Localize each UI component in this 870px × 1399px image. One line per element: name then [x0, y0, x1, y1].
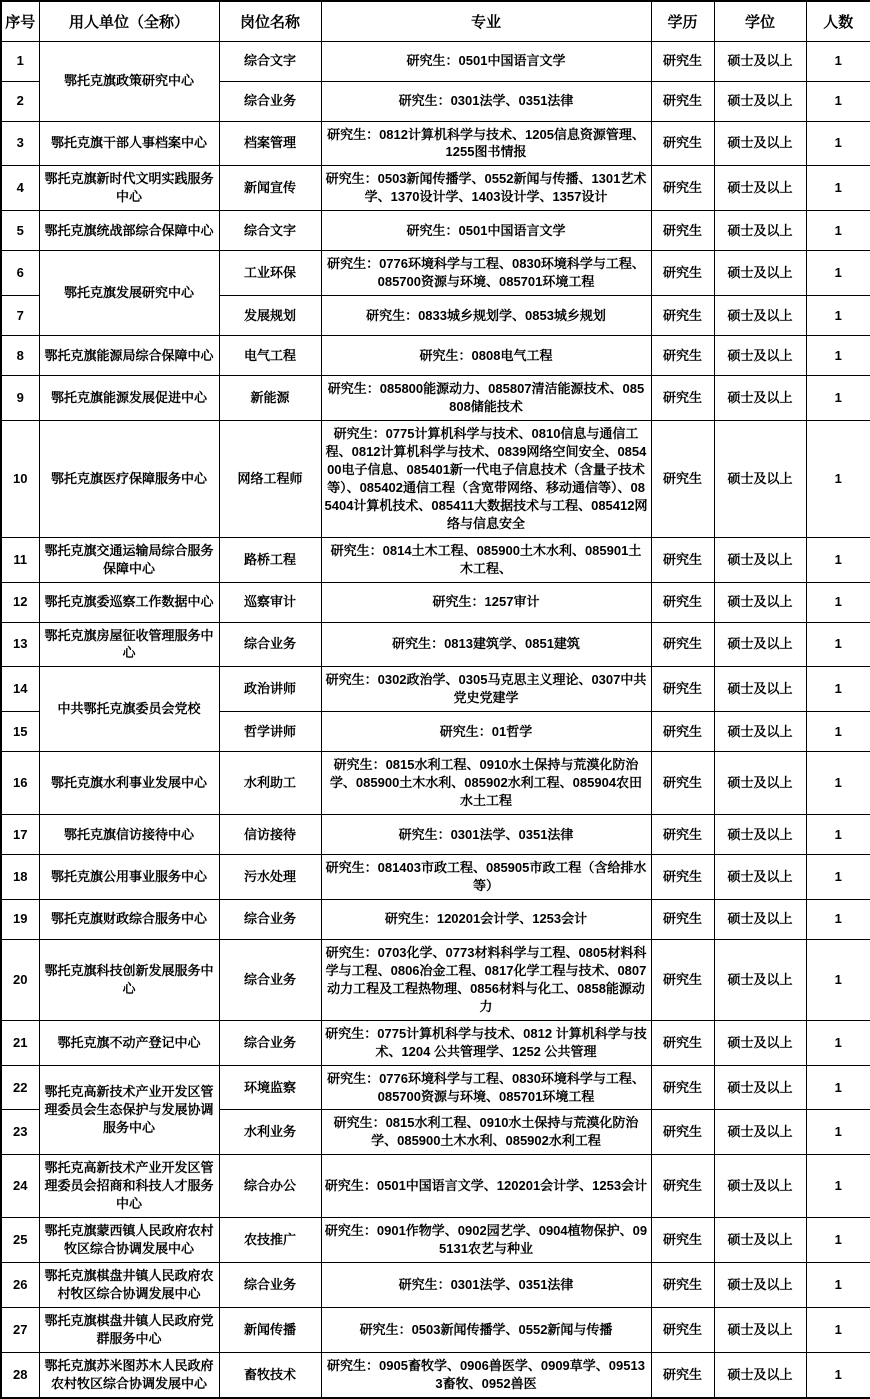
cell-degree: 硕士及以上 — [714, 121, 806, 166]
cell-degree: 硕士及以上 — [714, 1110, 806, 1155]
cell-education: 研究生 — [651, 537, 714, 582]
cell-count: 1 — [806, 537, 870, 582]
cell-position: 新能源 — [219, 376, 321, 421]
cell-degree: 硕士及以上 — [714, 81, 806, 121]
table-row — [1, 1065, 870, 1110]
table-row — [1, 1020, 870, 1065]
cell-position: 电气工程 — [219, 336, 321, 376]
cell-education: 研究生 — [651, 899, 714, 939]
cell-major: 研究生：0503新闻传播学、0552新闻与传播 — [321, 1307, 651, 1352]
table-row — [1, 1263, 870, 1308]
cell-position: 水利助工 — [219, 752, 321, 815]
cell-major: 研究生：0503新闻传播学、0552新闻与传播、1301艺术学、1370设计学、1403设计学、1357设计 — [321, 166, 651, 211]
cell-degree: 硕士及以上 — [714, 376, 806, 421]
cell-education: 研究生 — [651, 855, 714, 900]
cell-position: 路桥工程 — [219, 537, 321, 582]
column-header-employer: 用人单位（全称） — [39, 1, 219, 41]
cell-education: 研究生 — [651, 211, 714, 251]
table-row — [1, 582, 870, 622]
column-header-position: 岗位名称 — [219, 1, 321, 41]
cell-employer: 鄂托克旗科技创新发展服务中心 — [39, 939, 219, 1020]
cell-count: 1 — [806, 667, 870, 712]
cell-education: 研究生 — [651, 1352, 714, 1397]
cell-no: 22 — [1, 1065, 39, 1110]
cell-education: 研究生 — [651, 752, 714, 815]
cell-education: 研究生 — [651, 1110, 714, 1155]
cell-major: 研究生：0302政治学、0305马克思主义理论、0307中共党史党建学 — [321, 667, 651, 712]
cell-count: 1 — [806, 41, 870, 81]
cell-employer: 鄂托克旗医疗保障服务中心 — [39, 421, 219, 538]
cell-education: 研究生 — [651, 1218, 714, 1263]
column-header-no: 序号 — [1, 1, 39, 41]
cell-employer: 鄂托克旗房屋征收管理服务中心 — [39, 622, 219, 667]
table-row — [1, 251, 870, 296]
cell-degree: 硕士及以上 — [714, 296, 806, 336]
cell-education: 研究生 — [651, 622, 714, 667]
cell-major: 研究生：0501中国语言文学 — [321, 211, 651, 251]
cell-position: 综合业务 — [219, 1263, 321, 1308]
cell-degree: 硕士及以上 — [714, 622, 806, 667]
cell-position: 发展规划 — [219, 296, 321, 336]
cell-degree: 硕士及以上 — [714, 855, 806, 900]
cell-degree: 硕士及以上 — [714, 899, 806, 939]
cell-no: 15 — [1, 712, 39, 752]
cell-major: 研究生：0901作物学、0902园艺学、0904植物保护、095131农艺与种业 — [321, 1218, 651, 1263]
table-row — [1, 622, 870, 667]
cell-employer: 鄂托克旗发展研究中心 — [39, 251, 219, 336]
table-row — [1, 899, 870, 939]
cell-no: 27 — [1, 1307, 39, 1352]
cell-major: 研究生：085800能源动力、085807清洁能源技术、085808储能技术 — [321, 376, 651, 421]
cell-employer: 鄂托克旗棋盘井镇人民政府农村牧区综合协调发展中心 — [39, 1263, 219, 1308]
cell-major: 研究生：0815水利工程、0910水土保持与荒漠化防治学、085900土木水利、085902水利工程 — [321, 1110, 651, 1155]
cell-major: 研究生：0776环境科学与工程、0830环境科学与工程、085700资源与环境、085701环境工程 — [321, 1065, 651, 1110]
cell-position: 工业环保 — [219, 251, 321, 296]
cell-major: 研究生：0775计算机科学与技术、0812 计算机科学与技术、1204 公共管理学、1252 公共管理 — [321, 1020, 651, 1065]
cell-count: 1 — [806, 712, 870, 752]
cell-education: 研究生 — [651, 712, 714, 752]
cell-no: 11 — [1, 537, 39, 582]
cell-no: 14 — [1, 667, 39, 712]
cell-position: 综合文字 — [219, 41, 321, 81]
cell-no: 9 — [1, 376, 39, 421]
cell-employer: 鄂托克旗委巡察工作数据中心 — [39, 582, 219, 622]
cell-employer: 鄂托克旗公用事业服务中心 — [39, 855, 219, 900]
table-row — [1, 121, 870, 166]
cell-employer: 鄂托克旗财政综合服务中心 — [39, 899, 219, 939]
cell-count: 1 — [806, 251, 870, 296]
cell-degree: 硕士及以上 — [714, 336, 806, 376]
cell-education: 研究生 — [651, 1263, 714, 1308]
cell-degree: 硕士及以上 — [714, 1352, 806, 1397]
cell-position: 农技推广 — [219, 1218, 321, 1263]
table-row — [1, 336, 870, 376]
cell-position: 水利业务 — [219, 1110, 321, 1155]
cell-degree: 硕士及以上 — [714, 1155, 806, 1218]
cell-no: 16 — [1, 752, 39, 815]
cell-major: 研究生：0815水利工程、0910水土保持与荒漠化防治学、085900土木水利、085902水利工程、085904农田水土工程 — [321, 752, 651, 815]
table-header — [1, 1, 870, 41]
cell-position: 哲学讲师 — [219, 712, 321, 752]
cell-major: 研究生：0703化学、0773材料科学与工程、0805材料科学与工程、0806冶金工程、0817化学工程与技术、0807动力工程及工程热物理、0856材料与化工、0858能源动力 — [321, 939, 651, 1020]
column-header-major: 专业 — [321, 1, 651, 41]
cell-degree: 硕士及以上 — [714, 537, 806, 582]
cell-no: 7 — [1, 296, 39, 336]
cell-degree: 硕士及以上 — [714, 667, 806, 712]
cell-education: 研究生 — [651, 166, 714, 211]
cell-no: 6 — [1, 251, 39, 296]
cell-degree: 硕士及以上 — [714, 1307, 806, 1352]
cell-education: 研究生 — [651, 1020, 714, 1065]
cell-count: 1 — [806, 815, 870, 855]
cell-education: 研究生 — [651, 667, 714, 712]
cell-education: 研究生 — [651, 939, 714, 1020]
cell-education: 研究生 — [651, 1065, 714, 1110]
cell-major: 研究生：0501中国语言文学 — [321, 41, 651, 81]
cell-count: 1 — [806, 121, 870, 166]
cell-no: 24 — [1, 1155, 39, 1218]
cell-major: 研究生：0905畜牧学、0906兽医学、0909草学、095133畜牧、0952兽医 — [321, 1352, 651, 1397]
cell-no: 3 — [1, 121, 39, 166]
cell-position: 综合业务 — [219, 939, 321, 1020]
cell-count: 1 — [806, 1352, 870, 1397]
cell-count: 1 — [806, 1020, 870, 1065]
cell-major: 研究生：0833城乡规划学、0853城乡规划 — [321, 296, 651, 336]
table-row — [1, 537, 870, 582]
cell-employer: 鄂托克旗干部人事档案中心 — [39, 121, 219, 166]
cell-position: 档案管理 — [219, 121, 321, 166]
cell-education: 研究生 — [651, 336, 714, 376]
cell-employer: 鄂托克旗不动产登记中心 — [39, 1020, 219, 1065]
cell-position: 综合业务 — [219, 622, 321, 667]
cell-count: 1 — [806, 336, 870, 376]
cell-no: 2 — [1, 81, 39, 121]
cell-count: 1 — [806, 421, 870, 538]
cell-major: 研究生：0775计算机科学与技术、0810信息与通信工程、0812计算机科学与技术、0839网络空间安全、085400电子信息、085401新一代电子信息技术（含量子技术等）、085402通信工程（含宽带网络、移动通信等）、085404计算机技术、085411大数据技术与工程、085412网络与信息安全 — [321, 421, 651, 538]
cell-position: 新闻宣传 — [219, 166, 321, 211]
cell-employer: 中共鄂托克旗委员会党校 — [39, 667, 219, 752]
cell-no: 8 — [1, 336, 39, 376]
table-row — [1, 166, 870, 211]
cell-count: 1 — [806, 1110, 870, 1155]
cell-position: 综合文字 — [219, 211, 321, 251]
cell-position: 污水处理 — [219, 855, 321, 900]
cell-education: 研究生 — [651, 251, 714, 296]
table-row — [1, 667, 870, 712]
cell-major: 研究生：0814土木工程、085900土木水利、085901土木工程、 — [321, 537, 651, 582]
cell-education: 研究生 — [651, 296, 714, 336]
cell-no: 19 — [1, 899, 39, 939]
table-row — [1, 211, 870, 251]
cell-position: 综合办公 — [219, 1155, 321, 1218]
cell-employer: 鄂托克旗统战部综合保障中心 — [39, 211, 219, 251]
cell-education: 研究生 — [651, 421, 714, 538]
cell-degree: 硕士及以上 — [714, 1020, 806, 1065]
cell-education: 研究生 — [651, 815, 714, 855]
table-row — [1, 41, 870, 81]
cell-major: 研究生：0501中国语言文学、120201会计学、1253会计 — [321, 1155, 651, 1218]
cell-major: 研究生：01哲学 — [321, 712, 651, 752]
cell-count: 1 — [806, 1263, 870, 1308]
cell-no: 5 — [1, 211, 39, 251]
cell-count: 1 — [806, 622, 870, 667]
cell-position: 新闻传播 — [219, 1307, 321, 1352]
cell-education: 研究生 — [651, 376, 714, 421]
cell-no: 23 — [1, 1110, 39, 1155]
table-row — [1, 1218, 870, 1263]
cell-count: 1 — [806, 1155, 870, 1218]
table-row — [1, 855, 870, 900]
cell-count: 1 — [806, 1065, 870, 1110]
cell-position: 政治讲师 — [219, 667, 321, 712]
cell-no: 10 — [1, 421, 39, 538]
cell-count: 1 — [806, 582, 870, 622]
table-row — [1, 939, 870, 1020]
cell-degree: 硕士及以上 — [714, 752, 806, 815]
cell-count: 1 — [806, 1307, 870, 1352]
cell-position: 巡察审计 — [219, 582, 321, 622]
cell-degree: 硕士及以上 — [714, 1065, 806, 1110]
cell-major: 研究生：0812计算机科学与技术、1205信息资源管理、1255图书情报 — [321, 121, 651, 166]
cell-position: 网络工程师 — [219, 421, 321, 538]
cell-degree: 硕士及以上 — [714, 815, 806, 855]
cell-employer: 鄂托克高新技术产业开发区管理委员会招商和科技人才服务中心 — [39, 1155, 219, 1218]
cell-degree: 硕士及以上 — [714, 1263, 806, 1308]
cell-major: 研究生：0301法学、0351法律 — [321, 1263, 651, 1308]
cell-no: 26 — [1, 1263, 39, 1308]
table-row — [1, 421, 870, 538]
cell-employer: 鄂托克旗交通运输局综合服务保障中心 — [39, 537, 219, 582]
cell-major: 研究生：120201会计学、1253会计 — [321, 899, 651, 939]
cell-major: 研究生：1257审计 — [321, 582, 651, 622]
cell-position: 信访接待 — [219, 815, 321, 855]
cell-degree: 硕士及以上 — [714, 251, 806, 296]
cell-employer: 鄂托克旗政策研究中心 — [39, 41, 219, 121]
cell-degree: 硕士及以上 — [714, 939, 806, 1020]
table-row — [1, 1307, 870, 1352]
cell-position: 综合业务 — [219, 1020, 321, 1065]
table-row — [1, 1352, 870, 1397]
cell-employer: 鄂托克旗水利事业发展中心 — [39, 752, 219, 815]
cell-employer: 鄂托克旗能源局综合保障中心 — [39, 336, 219, 376]
cell-degree: 硕士及以上 — [714, 712, 806, 752]
cell-count: 1 — [806, 1218, 870, 1263]
cell-education: 研究生 — [651, 81, 714, 121]
cell-count: 1 — [806, 166, 870, 211]
cell-education: 研究生 — [651, 121, 714, 166]
cell-count: 1 — [806, 81, 870, 121]
cell-education: 研究生 — [651, 41, 714, 81]
cell-education: 研究生 — [651, 1307, 714, 1352]
cell-degree: 硕士及以上 — [714, 166, 806, 211]
cell-degree: 硕士及以上 — [714, 582, 806, 622]
cell-no: 20 — [1, 939, 39, 1020]
cell-count: 1 — [806, 752, 870, 815]
table-row — [1, 815, 870, 855]
cell-employer: 鄂托克旗蒙西镇人民政府农村牧区综合协调发展中心 — [39, 1218, 219, 1263]
table-row — [1, 752, 870, 815]
cell-position: 畜牧技术 — [219, 1352, 321, 1397]
header-row — [1, 1, 870, 41]
cell-degree: 硕士及以上 — [714, 41, 806, 81]
column-header-degree: 学位 — [714, 1, 806, 41]
cell-education: 研究生 — [651, 582, 714, 622]
cell-no: 12 — [1, 582, 39, 622]
column-header-education: 学历 — [651, 1, 714, 41]
cell-count: 1 — [806, 296, 870, 336]
cell-major: 研究生：0301法学、0351法律 — [321, 81, 651, 121]
cell-position: 综合业务 — [219, 81, 321, 121]
cell-count: 1 — [806, 899, 870, 939]
cell-count: 1 — [806, 211, 870, 251]
table-row — [1, 1155, 870, 1218]
cell-major: 研究生：0301法学、0351法律 — [321, 815, 651, 855]
cell-major: 研究生：0776环境科学与工程、0830环境科学与工程、085700资源与环境、085701环境工程 — [321, 251, 651, 296]
table-body — [1, 41, 870, 1398]
cell-education: 研究生 — [651, 1155, 714, 1218]
cell-position: 综合业务 — [219, 899, 321, 939]
cell-count: 1 — [806, 855, 870, 900]
cell-no: 18 — [1, 855, 39, 900]
cell-employer: 鄂托克旗新时代文明实践服务中心 — [39, 166, 219, 211]
column-header-count: 人数 — [806, 1, 870, 41]
cell-no: 25 — [1, 1218, 39, 1263]
cell-major: 研究生：081403市政工程、085905市政工程（含给排水等） — [321, 855, 651, 900]
cell-degree: 硕士及以上 — [714, 421, 806, 538]
cell-employer: 鄂托克旗能源发展促进中心 — [39, 376, 219, 421]
cell-employer: 鄂托克旗信访接待中心 — [39, 815, 219, 855]
cell-no: 4 — [1, 166, 39, 211]
cell-degree: 硕士及以上 — [714, 211, 806, 251]
cell-no: 1 — [1, 41, 39, 81]
cell-employer: 鄂托克高新技术产业开发区管理委员会生态保护与发展协调服务中心 — [39, 1065, 219, 1155]
cell-employer: 鄂托克旗苏米图苏木人民政府农村牧区综合协调发展中心 — [39, 1352, 219, 1397]
table-row — [1, 376, 870, 421]
cell-employer: 鄂托克旗棋盘井镇人民政府党群服务中心 — [39, 1307, 219, 1352]
cell-count: 1 — [806, 939, 870, 1020]
cell-no: 17 — [1, 815, 39, 855]
cell-no: 13 — [1, 622, 39, 667]
cell-no: 28 — [1, 1352, 39, 1397]
cell-count: 1 — [806, 376, 870, 421]
cell-major: 研究生：0808电气工程 — [321, 336, 651, 376]
cell-no: 21 — [1, 1020, 39, 1065]
cell-major: 研究生：0813建筑学、0851建筑 — [321, 622, 651, 667]
cell-position: 环境监察 — [219, 1065, 321, 1110]
cell-degree: 硕士及以上 — [714, 1218, 806, 1263]
